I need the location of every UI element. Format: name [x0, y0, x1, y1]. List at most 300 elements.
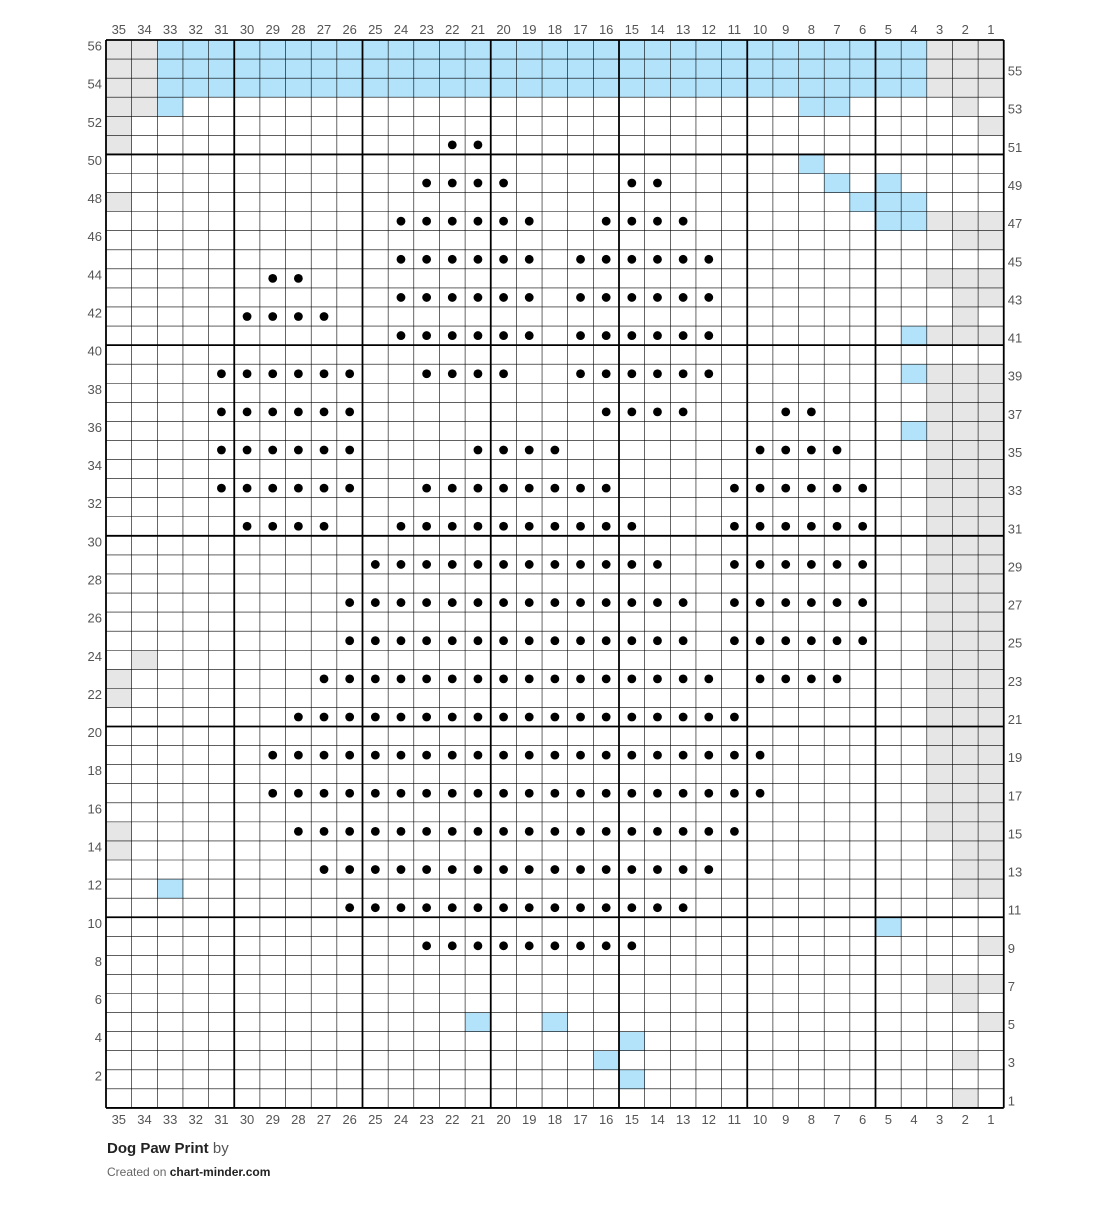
blue-cell — [824, 40, 850, 59]
stitch-dot — [499, 903, 508, 912]
stitch-dot — [781, 484, 790, 493]
stitch-dot — [627, 255, 636, 264]
stitch-dot — [474, 674, 483, 683]
stitch-dot — [243, 369, 252, 378]
column-label-top: 5 — [884, 22, 892, 37]
gray-cell — [927, 727, 953, 746]
blue-cell — [337, 78, 363, 97]
column-label-bottom: 29 — [265, 1111, 280, 1125]
stitch-dot — [627, 293, 636, 302]
gray-cell — [978, 593, 1004, 612]
row-label-right: 39 — [1007, 368, 1023, 384]
blue-cell — [619, 1070, 645, 1089]
stitch-dot — [320, 522, 329, 531]
stitch-dot — [499, 751, 508, 760]
stitch-dot — [602, 903, 611, 912]
stitch-dot — [397, 751, 406, 760]
row-label-left: 42 — [87, 305, 102, 321]
stitch-dot — [576, 255, 585, 264]
stitch-dot — [807, 674, 816, 683]
blue-cell — [286, 40, 312, 59]
blue-cell — [516, 59, 542, 78]
stitch-dot — [320, 865, 329, 874]
stitch-dot — [550, 789, 559, 798]
stitch-dot — [576, 789, 585, 798]
gray-cell — [132, 78, 158, 97]
stitch-dot — [858, 560, 867, 569]
stitch-dot — [397, 293, 406, 302]
blue-cell — [516, 40, 542, 59]
blue-cell — [901, 78, 927, 97]
stitch-dot — [397, 789, 406, 798]
blue-cell — [619, 78, 645, 97]
gray-cell — [978, 841, 1004, 860]
stitch-dot — [448, 179, 457, 188]
blue-cell — [465, 1013, 491, 1032]
stitch-dot — [448, 827, 457, 836]
stitch-dot — [499, 255, 508, 264]
gray-cell — [927, 765, 953, 784]
stitch-dot — [781, 560, 790, 569]
stitch-dot — [833, 560, 842, 569]
stitch-dot — [653, 407, 662, 416]
blue-cell — [183, 78, 209, 97]
stitch-dot — [345, 903, 354, 912]
stitch-dot — [448, 636, 457, 645]
stitch-dot — [550, 484, 559, 493]
stitch-dot — [679, 713, 688, 722]
stitch-dot — [627, 674, 636, 683]
column-label-top: 35 — [111, 22, 127, 37]
stitch-dot — [499, 179, 508, 188]
stitch-dot — [730, 598, 739, 607]
gray-cell — [927, 974, 953, 993]
blue-cell — [286, 78, 312, 97]
stitch-dot — [448, 674, 457, 683]
gray-cell — [978, 288, 1004, 307]
stitch-dot — [397, 255, 406, 264]
gray-cell — [106, 688, 132, 707]
stitch-dot — [397, 865, 406, 874]
stitch-dot — [294, 407, 303, 416]
stitch-dot — [320, 713, 329, 722]
stitch-dot — [730, 827, 739, 836]
column-label-bottom: 30 — [239, 1111, 255, 1125]
blue-cell — [773, 40, 799, 59]
stitch-dot — [448, 293, 457, 302]
stitch-dot — [730, 522, 739, 531]
gray-cell — [952, 212, 978, 231]
stitch-dot — [474, 598, 483, 607]
row-label-right: 7 — [1007, 978, 1015, 994]
gray-cell — [952, 59, 978, 78]
stitch-dot — [525, 941, 534, 950]
gray-cell — [927, 784, 953, 803]
stitch-dot — [858, 636, 867, 645]
blue-cell — [901, 326, 927, 345]
gray-cell — [978, 78, 1004, 97]
stitch-dot — [602, 484, 611, 493]
gray-cell — [927, 78, 953, 97]
stitch-dot — [525, 865, 534, 874]
column-label-bottom: 33 — [162, 1111, 178, 1125]
column-label-bottom: 32 — [188, 1111, 204, 1125]
stitch-dot — [243, 522, 252, 531]
gray-cell — [952, 669, 978, 688]
gray-cell — [927, 269, 953, 288]
gray-cell — [952, 746, 978, 765]
stitch-dot — [833, 598, 842, 607]
row-label-left: 20 — [87, 725, 102, 741]
gray-cell — [978, 555, 1004, 574]
blue-cell — [876, 173, 902, 192]
stitch-dot — [730, 713, 739, 722]
stitch-dot — [525, 522, 534, 531]
stitch-dot — [679, 331, 688, 340]
gray-cell — [952, 822, 978, 841]
stitch-dot — [781, 598, 790, 607]
chart-footer — [107, 1140, 270, 1179]
stitch-dot — [602, 789, 611, 798]
stitch-dot — [550, 636, 559, 645]
stitch-dot — [576, 827, 585, 836]
blue-cell — [901, 212, 927, 231]
gray-cell — [106, 116, 132, 135]
stitch-dot — [525, 751, 534, 760]
stitch-dot — [320, 484, 329, 493]
stitch-dot — [448, 598, 457, 607]
stitch-dot — [320, 446, 329, 455]
gray-cell — [927, 669, 953, 688]
gray-cell — [927, 421, 953, 440]
blue-cell — [439, 59, 465, 78]
stitch-dot — [448, 560, 457, 569]
blue-cell — [209, 59, 235, 78]
column-label-bottom: 20 — [496, 1111, 511, 1125]
gray-cell — [927, 460, 953, 479]
stitch-dot — [756, 446, 765, 455]
stitch-dot — [525, 331, 534, 340]
blue-cell — [516, 78, 542, 97]
column-label-top: 1 — [987, 22, 995, 37]
blue-cell — [183, 59, 209, 78]
row-label-right: 35 — [1007, 445, 1023, 461]
stitch-dot — [602, 407, 611, 416]
stitch-dot — [602, 598, 611, 607]
stitch-dot — [397, 217, 406, 226]
blue-cell — [901, 59, 927, 78]
row-label-right: 11 — [1007, 902, 1022, 918]
blue-cell — [568, 78, 594, 97]
stitch-dot — [679, 903, 688, 912]
gray-cell — [952, 727, 978, 746]
stitch-dot — [422, 484, 431, 493]
stitch-dot — [756, 560, 765, 569]
stitch-dot — [397, 522, 406, 531]
gray-cell — [952, 860, 978, 879]
stitch-dot — [422, 331, 431, 340]
stitch-dot — [397, 713, 406, 722]
gray-cell — [106, 669, 132, 688]
stitch-dot — [653, 713, 662, 722]
row-label-left: 52 — [87, 114, 102, 130]
blue-cell — [696, 40, 722, 59]
column-label-bottom: 19 — [521, 1111, 537, 1125]
column-label-top: 32 — [188, 22, 204, 37]
gray-cell — [927, 364, 953, 383]
stitch-dot — [679, 636, 688, 645]
row-label-right: 3 — [1007, 1055, 1015, 1071]
gray-cell — [106, 135, 132, 154]
column-label-top: 20 — [496, 22, 511, 37]
column-label-top: 33 — [162, 22, 178, 37]
blue-cell — [542, 1013, 568, 1032]
stitch-dot — [345, 713, 354, 722]
gray-cell — [978, 402, 1004, 421]
stitch-dot — [653, 636, 662, 645]
gray-cell — [978, 421, 1004, 440]
stitch-dot — [781, 674, 790, 683]
gray-cell — [952, 440, 978, 459]
blue-cell — [876, 917, 902, 936]
blue-cell — [901, 193, 927, 212]
blue-cell — [491, 40, 517, 59]
gray-cell — [978, 440, 1004, 459]
blue-cell — [311, 40, 337, 59]
stitch-dot — [756, 751, 765, 760]
row-label-left: 34 — [87, 458, 102, 474]
stitch-dot — [397, 903, 406, 912]
gray-cell — [106, 97, 132, 116]
row-label-left: 56 — [87, 38, 102, 54]
gray-cell — [927, 803, 953, 822]
stitch-dot — [602, 636, 611, 645]
column-label-bottom: 26 — [342, 1111, 357, 1125]
column-label-bottom: 4 — [910, 1111, 918, 1125]
stitch-dot — [474, 713, 483, 722]
gray-cell — [132, 650, 158, 669]
gray-cell — [106, 78, 132, 97]
stitch-dot — [474, 179, 483, 188]
column-label-top: 7 — [833, 22, 841, 37]
stitch-dot — [499, 484, 508, 493]
stitch-dot — [499, 789, 508, 798]
blue-cell — [824, 78, 850, 97]
blue-cell — [747, 40, 773, 59]
row-label-left: 6 — [94, 992, 102, 1008]
stitch-dot — [781, 522, 790, 531]
gray-cell — [978, 517, 1004, 536]
gray-cell — [952, 803, 978, 822]
row-label-right: 21 — [1007, 711, 1023, 727]
stitch-dot — [448, 865, 457, 874]
stitch-dot — [474, 331, 483, 340]
row-label-right: 45 — [1007, 254, 1023, 270]
stitch-dot — [345, 674, 354, 683]
stitch-dot — [422, 217, 431, 226]
stitch-dot — [602, 827, 611, 836]
stitch-dot — [679, 407, 688, 416]
stitch-dot — [653, 789, 662, 798]
stitch-dot — [833, 446, 842, 455]
blue-cell — [157, 59, 183, 78]
row-label-left: 28 — [87, 572, 102, 588]
blue-cell — [850, 40, 876, 59]
gray-cell — [952, 288, 978, 307]
stitch-dot — [422, 598, 431, 607]
row-label-left: 40 — [87, 343, 102, 359]
blue-cell — [850, 193, 876, 212]
stitch-dot — [550, 598, 559, 607]
gray-cell — [927, 631, 953, 650]
gray-cell — [978, 727, 1004, 746]
gray-cell — [952, 574, 978, 593]
stitch-dot — [653, 179, 662, 188]
stitch-dot — [474, 293, 483, 302]
blue-cell — [824, 59, 850, 78]
stitch-dot — [756, 636, 765, 645]
blue-cell — [260, 59, 286, 78]
column-label-bottom: 22 — [445, 1111, 460, 1125]
column-label-bottom: 18 — [547, 1111, 563, 1125]
stitch-dot — [576, 903, 585, 912]
stitch-dot — [448, 369, 457, 378]
gray-cell — [952, 383, 978, 402]
stitch-dot — [474, 865, 483, 874]
stitch-dot — [294, 789, 303, 798]
stitch-dot — [679, 217, 688, 226]
column-label-bottom: 25 — [368, 1111, 383, 1125]
row-label-left: 30 — [87, 534, 102, 550]
blue-cell — [670, 40, 696, 59]
row-label-left: 32 — [87, 496, 102, 512]
stitch-dot — [756, 598, 765, 607]
stitch-dot — [320, 751, 329, 760]
row-label-right: 31 — [1007, 521, 1023, 537]
column-label-bottom: 6 — [859, 1111, 867, 1125]
stitch-dot — [704, 865, 713, 874]
row-label-right: 27 — [1007, 597, 1023, 613]
stitch-dot — [345, 827, 354, 836]
stitch-dot — [704, 713, 713, 722]
stitch-dot — [371, 789, 380, 798]
gray-cell — [978, 460, 1004, 479]
gray-cell — [132, 59, 158, 78]
column-label-bottom: 13 — [675, 1111, 691, 1125]
stitch-dot — [474, 484, 483, 493]
blue-cell — [157, 78, 183, 97]
stitch-dot — [345, 865, 354, 874]
stitch-dot — [422, 179, 431, 188]
column-label-top: 9 — [782, 22, 790, 37]
stitch-dot — [397, 598, 406, 607]
stitch-dot — [397, 674, 406, 683]
pattern-title-line — [107, 1140, 270, 1157]
stitch-dot — [217, 484, 226, 493]
row-label-right: 15 — [1007, 826, 1023, 842]
stitch-dot — [371, 903, 380, 912]
blue-cell — [439, 40, 465, 59]
row-label-right: 53 — [1007, 101, 1023, 117]
row-label-right: 13 — [1007, 864, 1023, 880]
stitch-dot — [499, 369, 508, 378]
column-label-bottom: 8 — [807, 1111, 815, 1125]
stitch-dot — [730, 789, 739, 798]
stitch-dot — [602, 941, 611, 950]
gray-cell — [132, 40, 158, 59]
gray-cell — [978, 498, 1004, 517]
gray-cell — [927, 650, 953, 669]
gray-cell — [106, 193, 132, 212]
stitch-dot — [474, 827, 483, 836]
stitch-dot — [833, 484, 842, 493]
stitch-dot — [345, 598, 354, 607]
gray-cell — [978, 631, 1004, 650]
blue-cell — [901, 421, 927, 440]
gray-cell — [952, 364, 978, 383]
stitch-dot — [756, 789, 765, 798]
stitch-dot — [730, 560, 739, 569]
gray-cell — [952, 269, 978, 288]
blue-cell — [593, 78, 619, 97]
blue-cell — [491, 59, 517, 78]
blue-cell — [799, 97, 825, 116]
stitch-dot — [807, 560, 816, 569]
blue-cell — [157, 40, 183, 59]
site-link[interactable]: chart-minder.com — [169, 1165, 271, 1179]
blue-cell — [799, 78, 825, 97]
stitch-dot — [704, 827, 713, 836]
gray-cell — [978, 1013, 1004, 1032]
gray-cell — [978, 383, 1004, 402]
stitch-dot — [704, 789, 713, 798]
column-label-bottom: 2 — [961, 1111, 969, 1125]
blue-cell — [696, 78, 722, 97]
stitch-dot — [525, 598, 534, 607]
column-label-bottom: 21 — [470, 1111, 486, 1125]
stitch-dot — [499, 217, 508, 226]
row-label-left: 48 — [87, 191, 102, 207]
gray-cell — [927, 212, 953, 231]
gray-cell — [927, 707, 953, 726]
stitch-dot — [627, 903, 636, 912]
stitch-dot — [653, 674, 662, 683]
gray-cell — [106, 841, 132, 860]
column-label-top: 2 — [961, 22, 969, 37]
stitch-dot — [294, 713, 303, 722]
gray-cell — [927, 402, 953, 421]
gray-cell — [978, 59, 1004, 78]
pattern-title: Dog Paw Print — [107, 1140, 209, 1157]
row-label-left: 16 — [87, 801, 102, 817]
stitch-dot — [397, 827, 406, 836]
gray-cell — [952, 765, 978, 784]
column-label-top: 34 — [137, 22, 152, 37]
stitch-dot — [525, 636, 534, 645]
gray-cell — [952, 498, 978, 517]
stitch-dot — [602, 865, 611, 874]
stitch-dot — [345, 751, 354, 760]
stitch-dot — [627, 522, 636, 531]
stitch-dot — [268, 751, 277, 760]
blue-cell — [850, 78, 876, 97]
gray-cell — [978, 974, 1004, 993]
gray-cell — [927, 440, 953, 459]
gray-cell — [952, 1051, 978, 1070]
row-label-right: 29 — [1007, 559, 1023, 575]
gray-cell — [978, 707, 1004, 726]
stitch-dot — [576, 713, 585, 722]
